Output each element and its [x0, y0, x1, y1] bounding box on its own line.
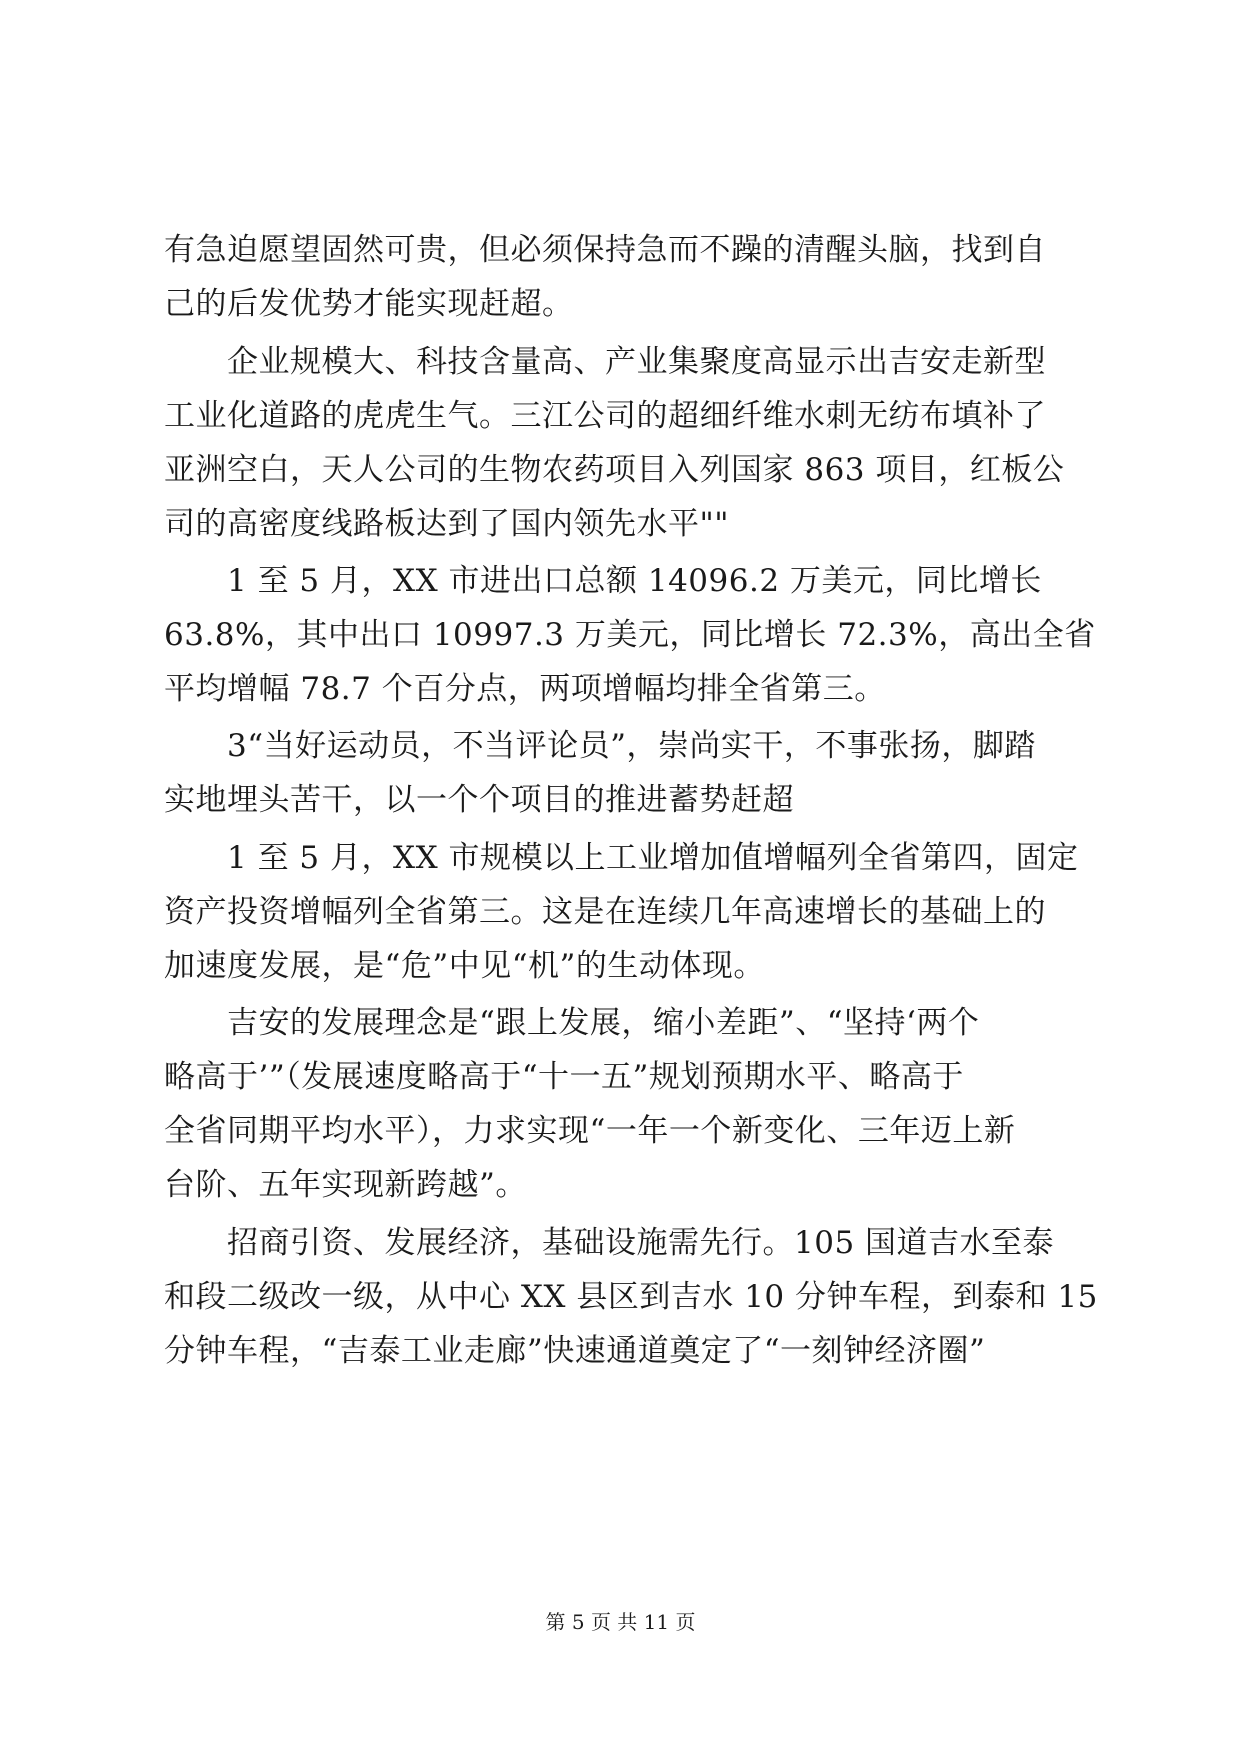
- text-line: 略高于’”（发展速度略高于“十一五”规划预期水平、略高于: [164, 1059, 964, 1095]
- text-line: 亚洲空白，天人公司的生物农药项目入列国家 863 项目，红板公: [164, 452, 1065, 488]
- text-line: 吉安的发展理念是“跟上发展，缩小差距”、“坚持‘两个: [164, 1005, 980, 1041]
- text-line: 招商引资、发展经济，基础设施需先行。105 国道吉水至泰: [164, 1225, 1055, 1261]
- text-line: 全省同期平均水平），力求实现“一年一个新变化、三年迈上新: [164, 1113, 1016, 1149]
- page-footer: 第 5 页 共 11 页: [545, 1610, 696, 1634]
- text-line: 分钟车程，“吉泰工业走廊”快速通道奠定了“一刻钟经济圈”: [164, 1333, 986, 1369]
- text-line: 有急迫愿望固然可贵，但必须保持急而不躁的清醒头脑，找到自: [164, 232, 1046, 268]
- text-line: 3“当好运动员，不当评论员”，崇尚实干，不事张扬，脚踏: [164, 728, 1036, 764]
- text-line: 1 至 5 月，XX 市进出口总额 14096.2 万美元，同比增长: [164, 563, 1042, 599]
- text-line: 司的高密度线路板达到了国内领先水平"": [164, 506, 730, 542]
- text-line: 平均增幅 78.7 个百分点，两项增幅均排全省第三。: [164, 671, 886, 707]
- text-line: 加速度发展，是“危”中见“机”的生动体现。: [164, 948, 765, 984]
- text-line: 己的后发优势才能实现赶超。: [164, 286, 574, 322]
- text-line: 和段二级改一级，从中心 XX 县区到吉水 10 分钟车程，到泰和 15: [164, 1279, 1098, 1315]
- text-line: 资产投资增幅列全省第三。这是在连续几年高速增长的基础上的: [164, 894, 1046, 930]
- text-line: 台阶、五年实现新跨越”。: [164, 1167, 527, 1203]
- text-line: 1 至 5 月，XX 市规模以上工业增加值增幅列全省第四，固定: [164, 840, 1079, 876]
- text-line: 实地埋头苦干，以一个个项目的推进蓄势赶超: [164, 782, 794, 818]
- text-line: 企业规模大、科技含量高、产业集聚度高显示出吉安走新型: [164, 344, 1046, 380]
- text-line: 工业化道路的虎虎生气。三江公司的超细纤维水刺无纺布填补了: [164, 398, 1046, 434]
- text-line: 63.8%，其中出口 10997.3 万美元，同比增长 72.3%，高出全省: [164, 617, 1096, 653]
